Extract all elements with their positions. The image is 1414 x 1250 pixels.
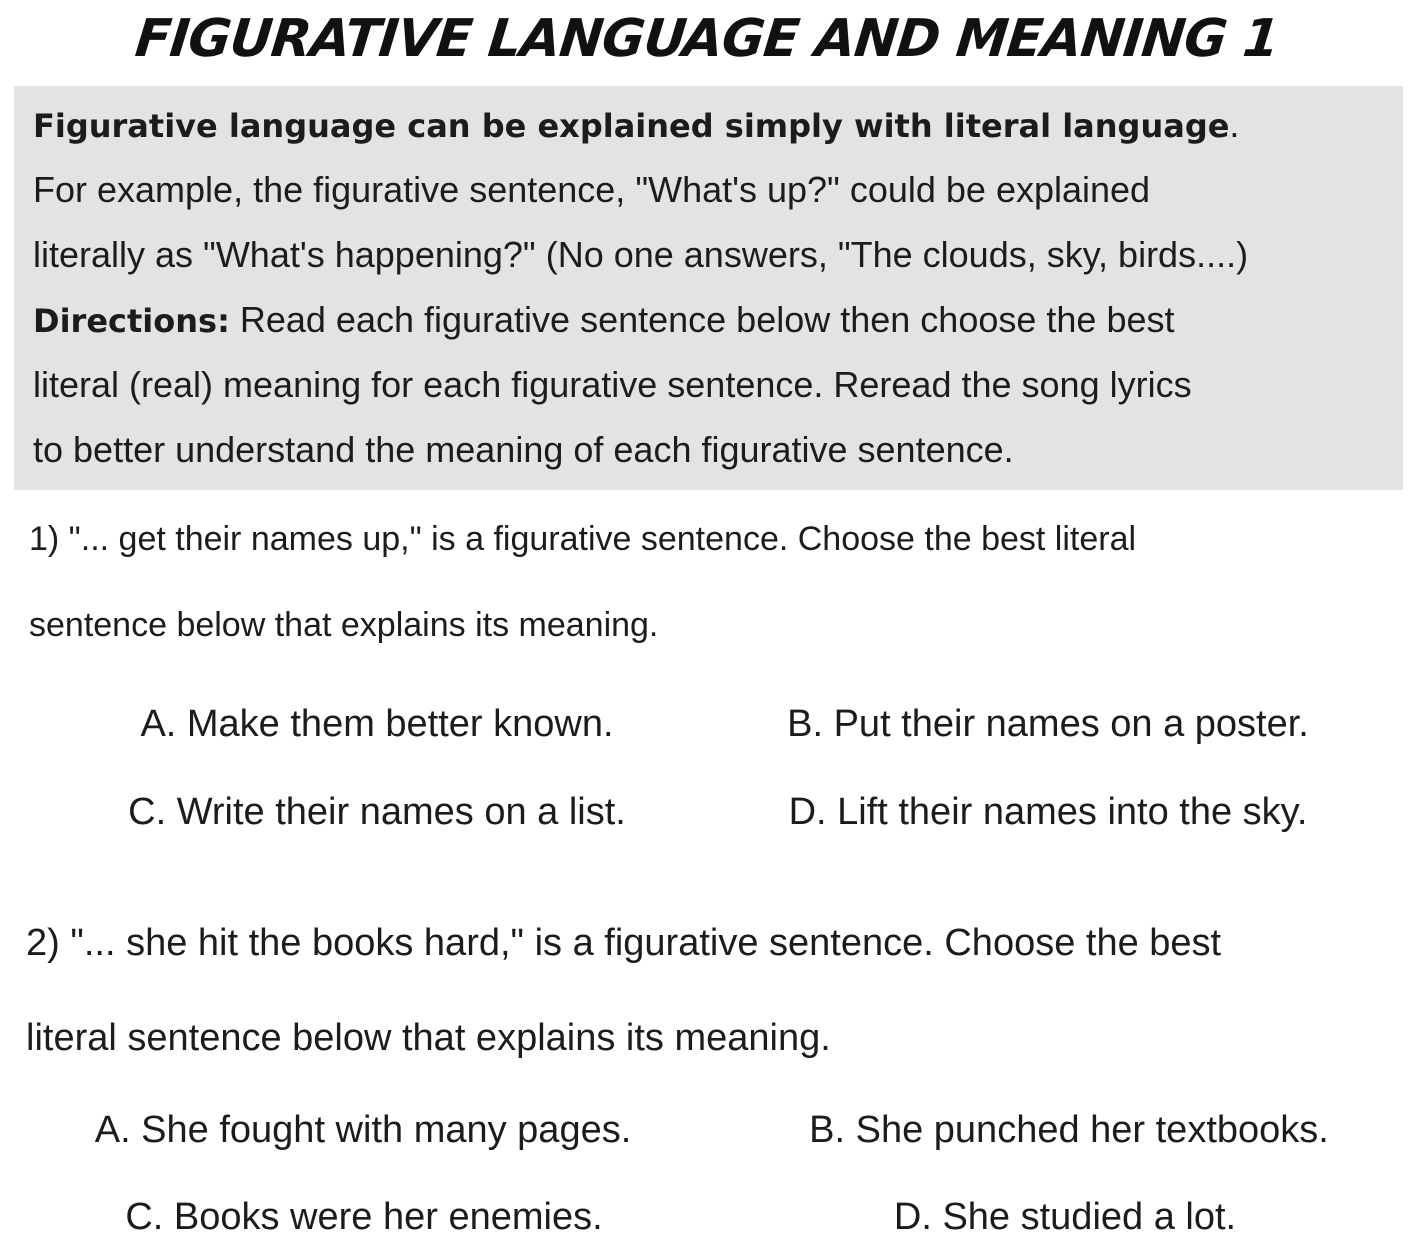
intro-line-3: literally as "What's happening?" (No one answers, "The clouds, sky, birds....): [33, 234, 1249, 275]
intro-line-5: literal (real) meaning for each figurative sentence. Reread the song lyrics: [33, 364, 1192, 405]
directions-text: Read each figurative sentence below then choose the best: [229, 299, 1175, 340]
question-2-prompt-line-2: literal sentence below that explains its meaning.: [26, 1017, 831, 1059]
question-1-option-c[interactable]: C. Write their names on a list.: [128, 791, 626, 833]
question-2-option-a[interactable]: A. She fought with many pages.: [94, 1109, 632, 1151]
question-2-option-b[interactable]: B. She punched her textbooks.: [809, 1109, 1329, 1151]
intro-line-6: to better understand the meaning of each figurative sentence.: [33, 429, 1014, 470]
intro-line-1: [33, 92, 1385, 157]
question-2-option-c[interactable]: C. Books were her enemies.: [125, 1196, 603, 1238]
intro-line-2: For example, the figurative sentence, "What's up?" could be explained: [33, 169, 1151, 210]
directions-label: Directions:: [33, 302, 230, 340]
question-2-prompt-line-1: 2) "... she hit the books hard," is a figurative sentence. Choose the best: [26, 922, 1222, 964]
intro-box: [14, 86, 1403, 490]
intro-bold-statement: Figurative language can be explained simply with literal language: [33, 107, 1230, 145]
question-1-option-b[interactable]: B. Put their names on a poster.: [787, 703, 1309, 745]
question-2-option-d[interactable]: D. She studied a lot.: [893, 1196, 1237, 1238]
question-1-prompt-line-2: sentence below that explains its meaning.: [29, 606, 659, 644]
question-1-prompt-line-1: 1) "... get their names up," is a figurative sentence. Choose the best literal: [29, 520, 1137, 558]
question-1-option-a[interactable]: A. Make them better known.: [140, 703, 614, 745]
intro-period: .: [1229, 104, 1240, 145]
worksheet-title: FIGURATIVE LANGUAGE AND MEANING 1: [132, 9, 1282, 69]
directions-line: [33, 287, 1385, 352]
question-1-option-d[interactable]: D. Lift their names into the sky.: [788, 791, 1308, 833]
